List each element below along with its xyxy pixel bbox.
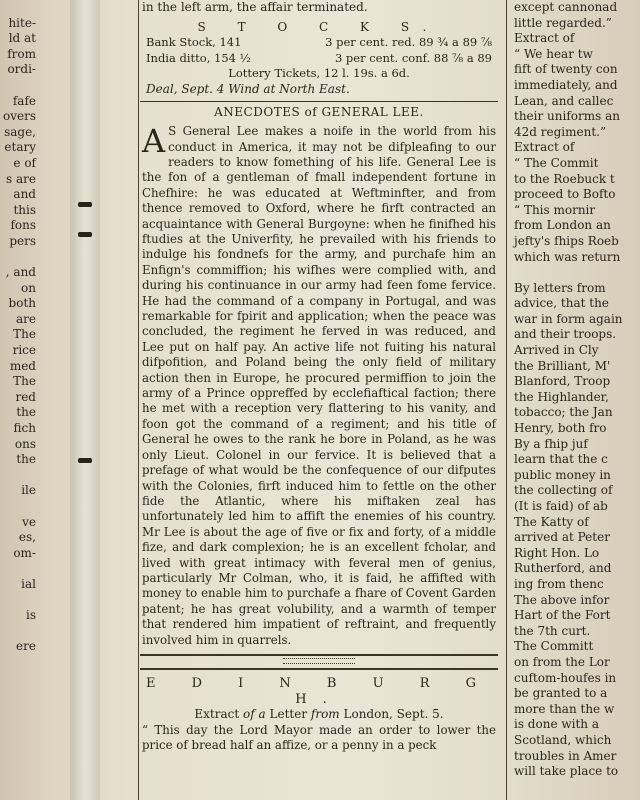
- right-column-line: on from the Lor: [514, 654, 610, 669]
- left-column-line: [0, 671, 40, 687]
- right-column-line: which was return: [514, 249, 621, 264]
- stock-left: Bank Stock, 141: [146, 35, 242, 50]
- binding-hole: [78, 232, 92, 237]
- right-column-line: Scotland, which: [514, 732, 612, 747]
- left-column-line: sage,: [4, 124, 36, 139]
- lottery-line: Lottery Tickets, 12 l. 19s. a 6d.: [228, 66, 410, 81]
- right-column-line: By a fhip juf: [514, 436, 588, 451]
- right-column-line: ing from thenc: [514, 576, 604, 591]
- right-column-line: By letters from: [514, 280, 606, 295]
- right-column-line: The Committ: [514, 639, 594, 654]
- extract-suffix: London, Sept. 5.: [343, 707, 444, 722]
- ornamental-divider: [140, 654, 498, 670]
- left-column-line: ial: [21, 576, 36, 591]
- left-column-line: rice: [12, 343, 36, 358]
- stock-right: 3 per cent. red. 89 ¾ a 89 ⅞: [325, 35, 492, 50]
- deal-line: Deal, Sept. 4 Wind at North East.: [146, 81, 350, 96]
- left-column-line: [0, 655, 40, 671]
- right-column-line: (It is faid) of ab: [514, 499, 608, 513]
- right-column-line: Right Hon. Lo: [514, 545, 600, 560]
- extract-heading: [140, 707, 498, 723]
- left-column: [0, 0, 40, 800]
- left-column-line: ve: [22, 514, 36, 529]
- left-column-line: e of: [13, 155, 36, 170]
- left-column-line: [0, 624, 40, 640]
- right-column-line: war in form again: [514, 311, 623, 326]
- column-rule-right: [506, 0, 507, 800]
- right-column-line: arrived at Peter: [514, 530, 610, 545]
- left-column-line: The: [13, 374, 36, 389]
- left-column-line: are: [16, 311, 36, 326]
- right-column-line: learn that the c: [514, 452, 608, 467]
- left-column-line: , and: [5, 265, 36, 280]
- edinburgh-heading: E D I N B U R G H.: [145, 675, 493, 707]
- article-body: [140, 124, 498, 648]
- left-column-line: [0, 78, 40, 94]
- left-column-line: s are: [6, 171, 36, 186]
- right-column-line: “ We hear tw: [514, 46, 593, 61]
- left-column-line: etary: [4, 140, 36, 155]
- divider: [140, 101, 498, 102]
- left-column-line: overs: [3, 109, 36, 124]
- right-column-line: Extract of: [514, 31, 575, 46]
- stocks-row: [140, 51, 498, 67]
- left-column-line: [0, 468, 40, 484]
- right-column-line: The above infor: [514, 592, 610, 607]
- right-column-line: Hart of the Fort: [514, 608, 611, 623]
- right-column-line: fift of twenty con: [514, 62, 618, 77]
- left-column-line: this: [13, 202, 36, 217]
- drop-cap: A: [142, 122, 166, 161]
- top-line: in the left arm, the affair terminated.: [142, 0, 368, 14]
- left-column-line: [0, 561, 40, 577]
- right-column-line: Arrived in Cly: [514, 343, 599, 358]
- right-column-line: proceed to Bofto: [514, 187, 616, 202]
- right-column-line: to the Roebuck t: [514, 171, 615, 186]
- left-column-line: om-: [13, 545, 36, 560]
- left-column-line: [0, 702, 40, 718]
- right-column-line: Rutherford, and: [514, 561, 612, 576]
- left-column-line: [0, 717, 40, 733]
- extract-from: from: [310, 707, 340, 722]
- left-column-line: fafe: [12, 93, 36, 108]
- right-column-line: will take place to: [514, 764, 619, 779]
- extract-prefix: Extract: [194, 707, 240, 722]
- article-headline: ANECDOTES of GENERAL LEE.: [214, 104, 424, 119]
- right-column-line: tobacco; the Jan: [514, 405, 613, 420]
- right-column-line: the Brilliant, M': [514, 358, 611, 373]
- right-column-line: Henry, both fro: [514, 421, 607, 436]
- left-column-line: fons: [10, 218, 36, 233]
- right-column-line: jefty's fhips Roeb: [514, 233, 619, 248]
- page-fold: [70, 0, 100, 800]
- right-column-line: 42d regiment.”: [514, 124, 607, 139]
- left-column-line: is: [26, 608, 36, 623]
- main-column: [140, 0, 498, 800]
- left-column-line: ons: [14, 436, 36, 451]
- left-column-line: hite-: [8, 15, 36, 30]
- left-column-line: the: [16, 405, 36, 420]
- extract-of: of a: [243, 707, 266, 722]
- stocks-title: S T O C K S.: [197, 19, 441, 34]
- right-column-line: Blanford, Troop: [514, 374, 611, 389]
- right-column-line: Extract of: [514, 140, 575, 155]
- left-column-line: red: [15, 389, 36, 404]
- right-column-line: more than the w: [514, 701, 615, 716]
- left-column-line: pers: [9, 233, 36, 248]
- right-column-line: Lean, and callec: [514, 93, 614, 108]
- left-column-line: [0, 686, 40, 702]
- left-column-line: ld at: [8, 31, 36, 46]
- left-column-line: and: [13, 187, 36, 202]
- stock-right: 3 per cent. conf. 88 ⅞ a 89: [334, 50, 492, 65]
- right-column-line: [510, 265, 640, 281]
- left-column-line: both: [8, 296, 36, 311]
- right-column-line: the collecting of: [514, 483, 613, 498]
- article-text: S General Lee makes a noife in the world from his conduct in America, it may not be difpleafing to our readers to know fomething of his life. General Lee is the fon of a gentleman of fmall independent fortune in Chefhire: he was educated at Weftminfter, and from thence removed to Oxford, where he firft contracted an acquaintance with General Burgoyne: when he finifhed his ftudies at the Univerfity, he prevailed with his friends to indulge his fondnefs for the army, and purchafe him an Enfign's commiffion; his wifhes were complied with, and during his continuance in our army had feen fome fervice. He had the command of a company in Portugal, and was remarkable for fpirit and application; when the peace was concluded, the regiment he ferved in was reduced, and Lee put on half pay. An active life not fuiting his natural difpofition, and Poland being the only field of military action then in Europe, he procured permiffion to join the army of a Prince oppreffed by ecclefiaftical faction; there he met with a reception very flattering to his vanity, and foon got the command of a regiment; and his title of General he owes to the rank he bore in Poland, as he was only Lieut. Colonel in our fervice. It is believed that a prefage of what would be the confequence of our difputes with the Colonies, firft induced him to fettle on the other fide the Atlantic, where his miftaken zeal has unfortunately led him to affift the enemies of his country. Mr Lee is about the age of five or fix and forty, of a middle fize, and dark complexion; he is an excellent fcholar, and lived with great intimacy with feveral men of genius, particularly Mr Colman, who, it is faid, he affifted with money to enable him to purchafe a fhare of Covent Garden patent; he has great volubility, and a warmth of temper that rendered him impatient of reftraint, and frequently involved him in quarrels.: [142, 124, 496, 647]
- right-column-line: from London an: [514, 218, 611, 233]
- right-column: [510, 0, 640, 800]
- right-column-line: “ This mornir: [514, 202, 596, 217]
- stocks-row: [140, 35, 498, 51]
- extract-letter: Letter: [269, 707, 308, 722]
- left-column-line: ile: [21, 483, 36, 498]
- left-column-line: [0, 0, 40, 16]
- binding-hole: [78, 202, 92, 207]
- right-column-line: little regarded.”: [514, 15, 612, 30]
- right-column-line: the Highlander,: [514, 389, 609, 404]
- left-column-line: The: [13, 327, 36, 342]
- right-column-line: except cannonad: [514, 0, 618, 14]
- right-column-line: the 7th curt.: [514, 623, 591, 638]
- right-column-line: their uniforms an: [514, 109, 620, 124]
- left-column-line: [0, 593, 40, 609]
- edinburgh-body: “ This day the Lord Mayor made an order to lower the price of bread half an affize, or a penny in a peck: [142, 722, 496, 753]
- right-column-line: is done with a: [514, 717, 599, 732]
- right-column-line: The Katty of: [514, 514, 589, 529]
- stock-left: India ditto, 154 ½: [146, 50, 251, 65]
- right-column-line: advice, that the: [514, 296, 609, 311]
- right-column-line: cuftom-houfes in: [514, 670, 617, 685]
- right-column-line: immediately, and: [514, 77, 618, 92]
- right-column-line: and their troops.: [514, 327, 617, 342]
- left-column-line: from: [7, 46, 36, 61]
- left-column-line: [0, 250, 40, 266]
- right-column-line: public money in: [514, 467, 611, 482]
- left-column-line: fich: [13, 421, 36, 436]
- left-column-line: med: [9, 358, 36, 373]
- left-column-line: the: [16, 452, 36, 467]
- left-column-line: ere: [16, 639, 36, 654]
- left-column-line: on: [21, 280, 36, 295]
- left-column-line: ordi-: [7, 62, 36, 77]
- right-column-line: “ The Commit: [514, 155, 599, 170]
- right-column-line: be granted to a: [514, 686, 608, 701]
- left-column-line: es,: [18, 530, 36, 545]
- right-column-line: troubles in Amer: [514, 748, 617, 763]
- binding-hole: [78, 458, 92, 463]
- left-column-line: [0, 499, 40, 515]
- column-rule-left: [138, 0, 139, 800]
